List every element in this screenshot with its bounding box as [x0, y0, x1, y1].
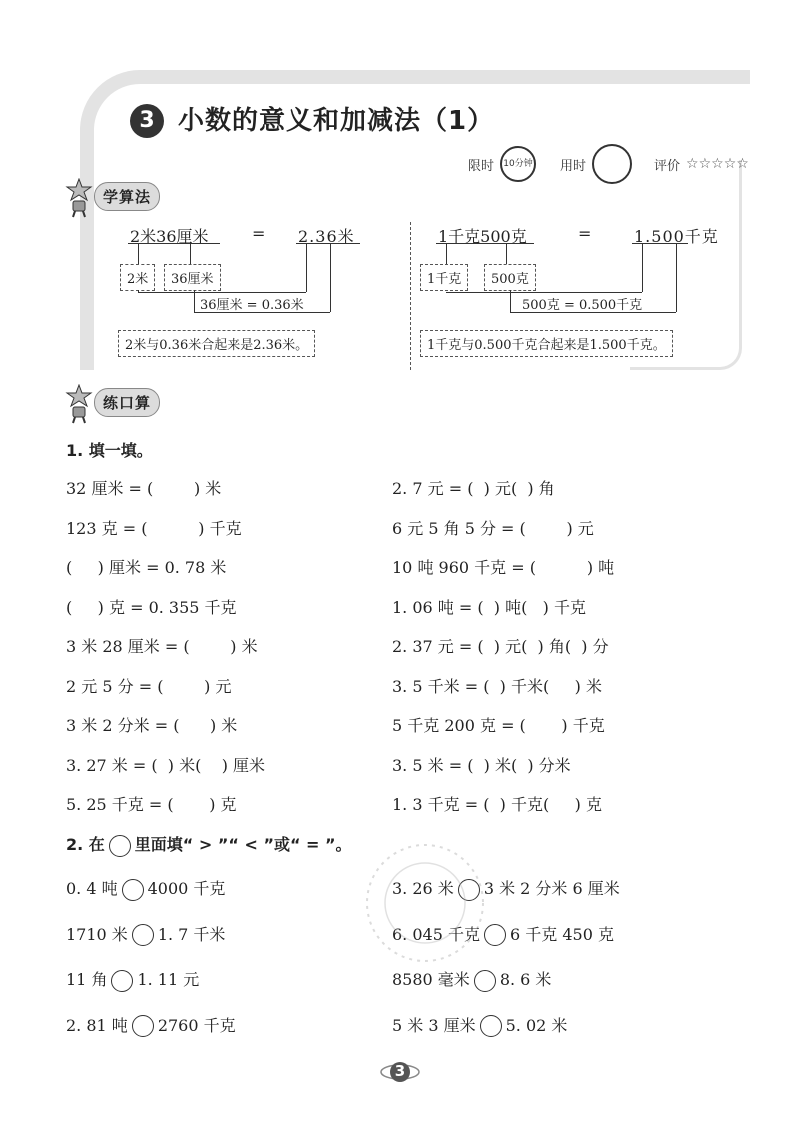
compare-item	[66, 967, 236, 1013]
learn-left-result: 2.36米	[298, 227, 355, 246]
question-2-title-a: 2. 在	[66, 835, 105, 854]
fill-blank-item[interactable]: 1. 06 吨 = ( ) 吨( ) 千克	[392, 597, 586, 617]
compare-left-value: 11 角	[66, 970, 108, 989]
learn-right-box2: 500克	[484, 264, 536, 291]
compare-left-value: 6. 045 千克	[392, 924, 480, 944]
stopwatch-empty-icon	[592, 144, 632, 184]
learn-left-summary: 2米与0.36米合起来是2.36米。	[118, 330, 315, 357]
compare-right-value: 2760 千克	[157, 1015, 236, 1035]
fill-blank-item[interactable]: 10 吨 960 千克 = ( ) 吨	[392, 558, 615, 577]
learn-left-box2: 36厘米	[164, 264, 221, 291]
learn-left-expr: 2米36厘米	[130, 227, 209, 246]
question-2-title-b: 里面填“ > ”“ < ”或“ = ”。	[134, 835, 352, 854]
fill-blank-item[interactable]: 3 米 28 厘米 = ( ) 米	[66, 637, 258, 656]
learn-right-box1: 1千克	[420, 264, 468, 291]
compare-circle-blank[interactable]	[122, 879, 144, 901]
fill-blank-item[interactable]: 2. 37 元 = ( ) 元( ) 角( ) 分	[392, 637, 609, 656]
compare-item	[392, 1013, 620, 1059]
learn-divider	[410, 222, 411, 370]
blank-circle-icon	[109, 835, 131, 857]
compare-circle-blank[interactable]	[111, 970, 133, 992]
connector	[446, 244, 447, 264]
compare-left-value: 0. 4 吨	[66, 879, 118, 898]
compare-item	[66, 876, 236, 922]
watermark-seal	[360, 838, 490, 968]
connector	[510, 290, 511, 312]
underline	[436, 243, 534, 244]
connector	[330, 244, 331, 312]
connector	[446, 292, 642, 293]
fill-blank-item[interactable]: 3. 5 千米 = ( ) 千米( ) 米	[392, 676, 602, 696]
fill-blank-item[interactable]: 3. 27 米 = ( ) 米( ) 厘米	[66, 755, 266, 775]
robot-mascot-icon	[64, 384, 94, 424]
question-2-left-column	[66, 876, 236, 1058]
practice-badge-label: 练口算	[94, 388, 160, 417]
fill-blank-item[interactable]: 32 厘米 = ( ) 米	[66, 479, 222, 498]
underline	[128, 243, 220, 244]
compare-circle-blank[interactable]	[474, 970, 496, 992]
compare-right-value: 6 千克 450 克	[509, 924, 614, 944]
compare-right-value: 1. 7 千米	[157, 924, 226, 944]
learn-right-result: 1.500千克	[634, 227, 719, 246]
compare-left-value: 1710 米	[66, 924, 128, 944]
fill-blank-item[interactable]: 6 元 5 角 5 分 = ( ) 元	[392, 518, 594, 538]
practice-badge	[64, 384, 160, 424]
compare-item	[66, 922, 236, 968]
compare-left-value: 5 米 3 厘米	[392, 1015, 476, 1035]
connector	[138, 290, 139, 292]
robot-mascot-icon	[64, 178, 94, 218]
compare-left-value: 8580 毫米	[392, 970, 470, 989]
fill-blank-item[interactable]: 1. 3 千克 = ( ) 千克( ) 克	[392, 795, 602, 814]
fill-blank-item[interactable]: 2 元 5 分 = ( ) 元	[66, 676, 232, 696]
learn-right-summary: 1千克与0.500千克合起来是1.500千克。	[420, 330, 673, 357]
compare-right-value: 1. 11 元	[137, 970, 200, 989]
compare-circle-blank[interactable]	[132, 1015, 154, 1037]
rating-stars: ☆☆☆☆☆	[686, 156, 749, 172]
connector	[676, 244, 677, 312]
connector	[194, 290, 195, 312]
fill-blank-item[interactable]: 5 千克 200 克 = ( ) 千克	[392, 716, 605, 735]
time-limit-value: 10分钟	[503, 159, 533, 169]
connector	[138, 244, 139, 264]
learn-right-eq: =	[578, 224, 592, 243]
connector	[306, 244, 307, 292]
lesson-number-badge: 3	[130, 104, 164, 138]
compare-item	[392, 967, 620, 1013]
fill-blank-item[interactable]: 3. 5 米 = ( ) 米( ) 分米	[392, 755, 571, 775]
learn-badge-label: 学算法	[94, 182, 160, 211]
rating-label: 评价	[654, 158, 681, 174]
fill-blank-item[interactable]: 2. 7 元 = ( ) 元( ) 角	[392, 479, 555, 498]
timer-row	[468, 144, 749, 184]
compare-right-value: 4000 千克	[147, 879, 226, 898]
learn-right-conv: 500克 = 0.500千克	[522, 298, 643, 313]
question-2-title	[66, 832, 352, 857]
compare-right-value: 5. 02 米	[505, 1015, 568, 1035]
learn-right-expr: 1千克500克	[438, 227, 527, 246]
compare-circle-blank[interactable]	[132, 924, 154, 946]
learn-left-eq: =	[252, 224, 266, 243]
compare-left-value: 3. 26 米	[392, 879, 454, 898]
compare-circle-blank[interactable]	[480, 1015, 502, 1037]
compare-right-value: 8. 6 米	[499, 970, 552, 989]
compare-right-value: 3 米 2 分米 6 厘米	[483, 879, 620, 898]
fill-blank-item[interactable]: ( ) 厘米 = 0. 78 米	[66, 558, 227, 577]
learn-badge	[64, 178, 160, 218]
stopwatch-icon	[500, 146, 536, 182]
fill-blank-item[interactable]: 3 米 2 分米 = ( ) 米	[66, 716, 238, 735]
time-used-label: 用时	[560, 158, 587, 174]
compare-item	[66, 1013, 236, 1059]
page-number: 3	[394, 1062, 406, 1080]
question-1-title: 1. 填一填。	[66, 441, 153, 460]
learn-left-conv: 36厘米 = 0.36米	[200, 298, 304, 313]
connector	[138, 292, 306, 293]
connector	[642, 244, 643, 292]
time-limit-label: 限时	[468, 158, 495, 174]
question-1-right-column	[392, 476, 614, 832]
connector	[190, 244, 191, 264]
fill-blank-item[interactable]: ( ) 克 = 0. 355 千克	[66, 597, 237, 617]
fill-blank-item[interactable]: 5. 25 千克 = ( ) 克	[66, 795, 237, 814]
question-1-left-column	[66, 476, 265, 832]
compare-left-value: 2. 81 吨	[66, 1015, 128, 1035]
underline	[632, 243, 688, 244]
learn-left-box1: 2米	[120, 264, 155, 291]
fill-blank-item[interactable]: 123 克 = ( ) 千克	[66, 518, 242, 538]
connector	[506, 244, 507, 264]
page-title: 小数的意义和加减法（1）	[178, 106, 495, 136]
